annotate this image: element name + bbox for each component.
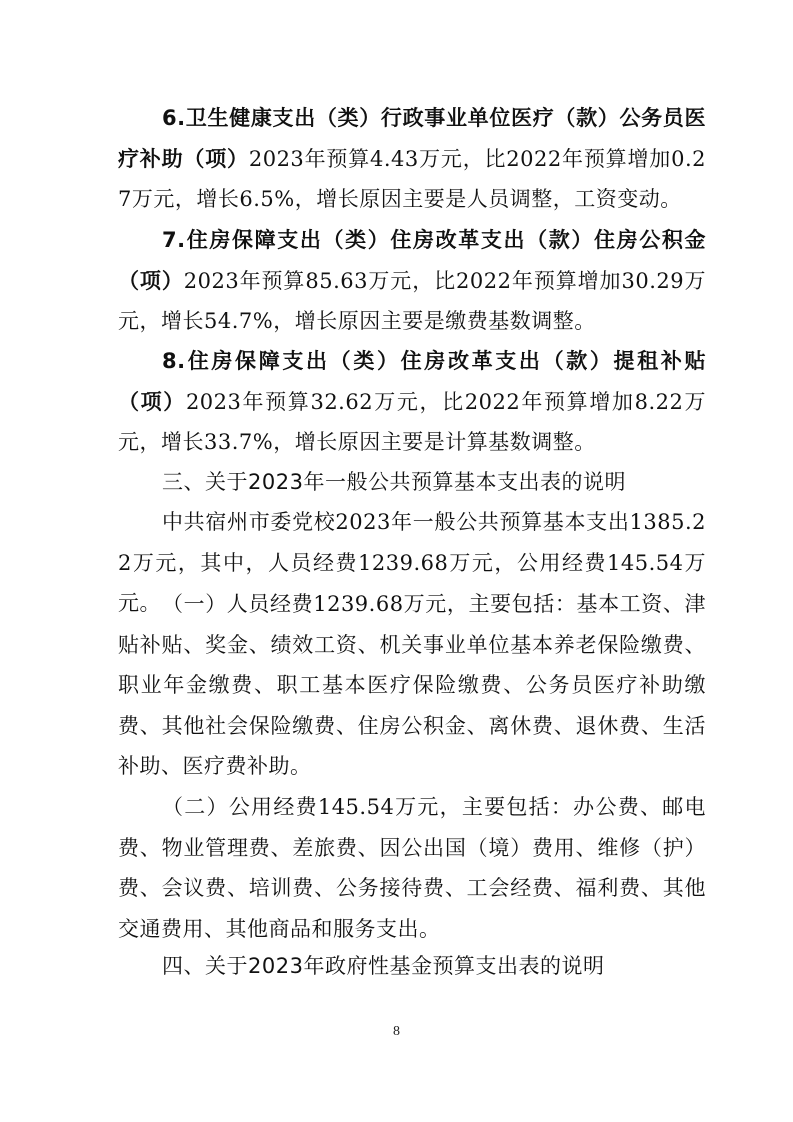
item-7-paragraph	[118, 220, 706, 342]
item-6-title: 6.卫生健康支出（类）行政事业单位医疗（款）公务员医疗补助（项）	[118, 106, 706, 171]
section-4-heading: 四、关于2023年政府性基金预算支出表的说明	[162, 954, 605, 978]
item-8-paragraph	[118, 341, 706, 463]
page-number: 8	[393, 1024, 400, 1039]
section-3-heading: 三、关于2023年一般公共预算基本支出表的说明	[162, 470, 626, 494]
item-6-paragraph	[118, 98, 706, 220]
item-7-title: 7.住房保障支出（类）住房改革支出（款）住房公积金（项）	[118, 228, 706, 293]
item-8-title: 8.住房保障支出（类）住房改革支出（款）提租补贴（项）	[118, 349, 706, 414]
section-3-summary: 中共宿州市委党校2023年一般公共预算基本支出1385.22万元，其中，人员经费1239.68万元，公用经费145.54万元。	[118, 510, 706, 615]
item-8-body: 2023年预算32.62万元，比2022年预算增加8.22万元，增长33.7%，增长原因主要是计算基数调整。	[118, 389, 707, 454]
item-7-body: 2023年预算85.63万元，比2022年预算增加30.29万元，增长54.7%，增长原因主要是缴费基数调整。	[118, 268, 707, 333]
public-expenses-paragraph: （二）公用经费145.54万元，主要包括：办公费、邮电费、物业管理费、差旅费、因公出国（境）费用、维修（护）费、会议费、培训费、公务接待费、工会经费、福利费、其他交通费用、其他商品和服务支出。	[118, 795, 706, 941]
item-6-body: 2023年预算4.43万元，比2022年预算增加0.27万元，增长6.5%，增长原因主要是人员调整，工资变动。	[118, 146, 706, 211]
personnel-expenses-paragraph: （一）人员经费1239.68万元，主要包括：基本工资、津贴补贴、奖金、绩效工资、机关事业单位基本养老保险缴费、职业年金缴费、职工基本医疗保险缴费、公务员医疗补助缴费、其他社会保险缴费、住房公积金、离休费、退休费、生活补助、医疗费补助。	[118, 592, 706, 778]
